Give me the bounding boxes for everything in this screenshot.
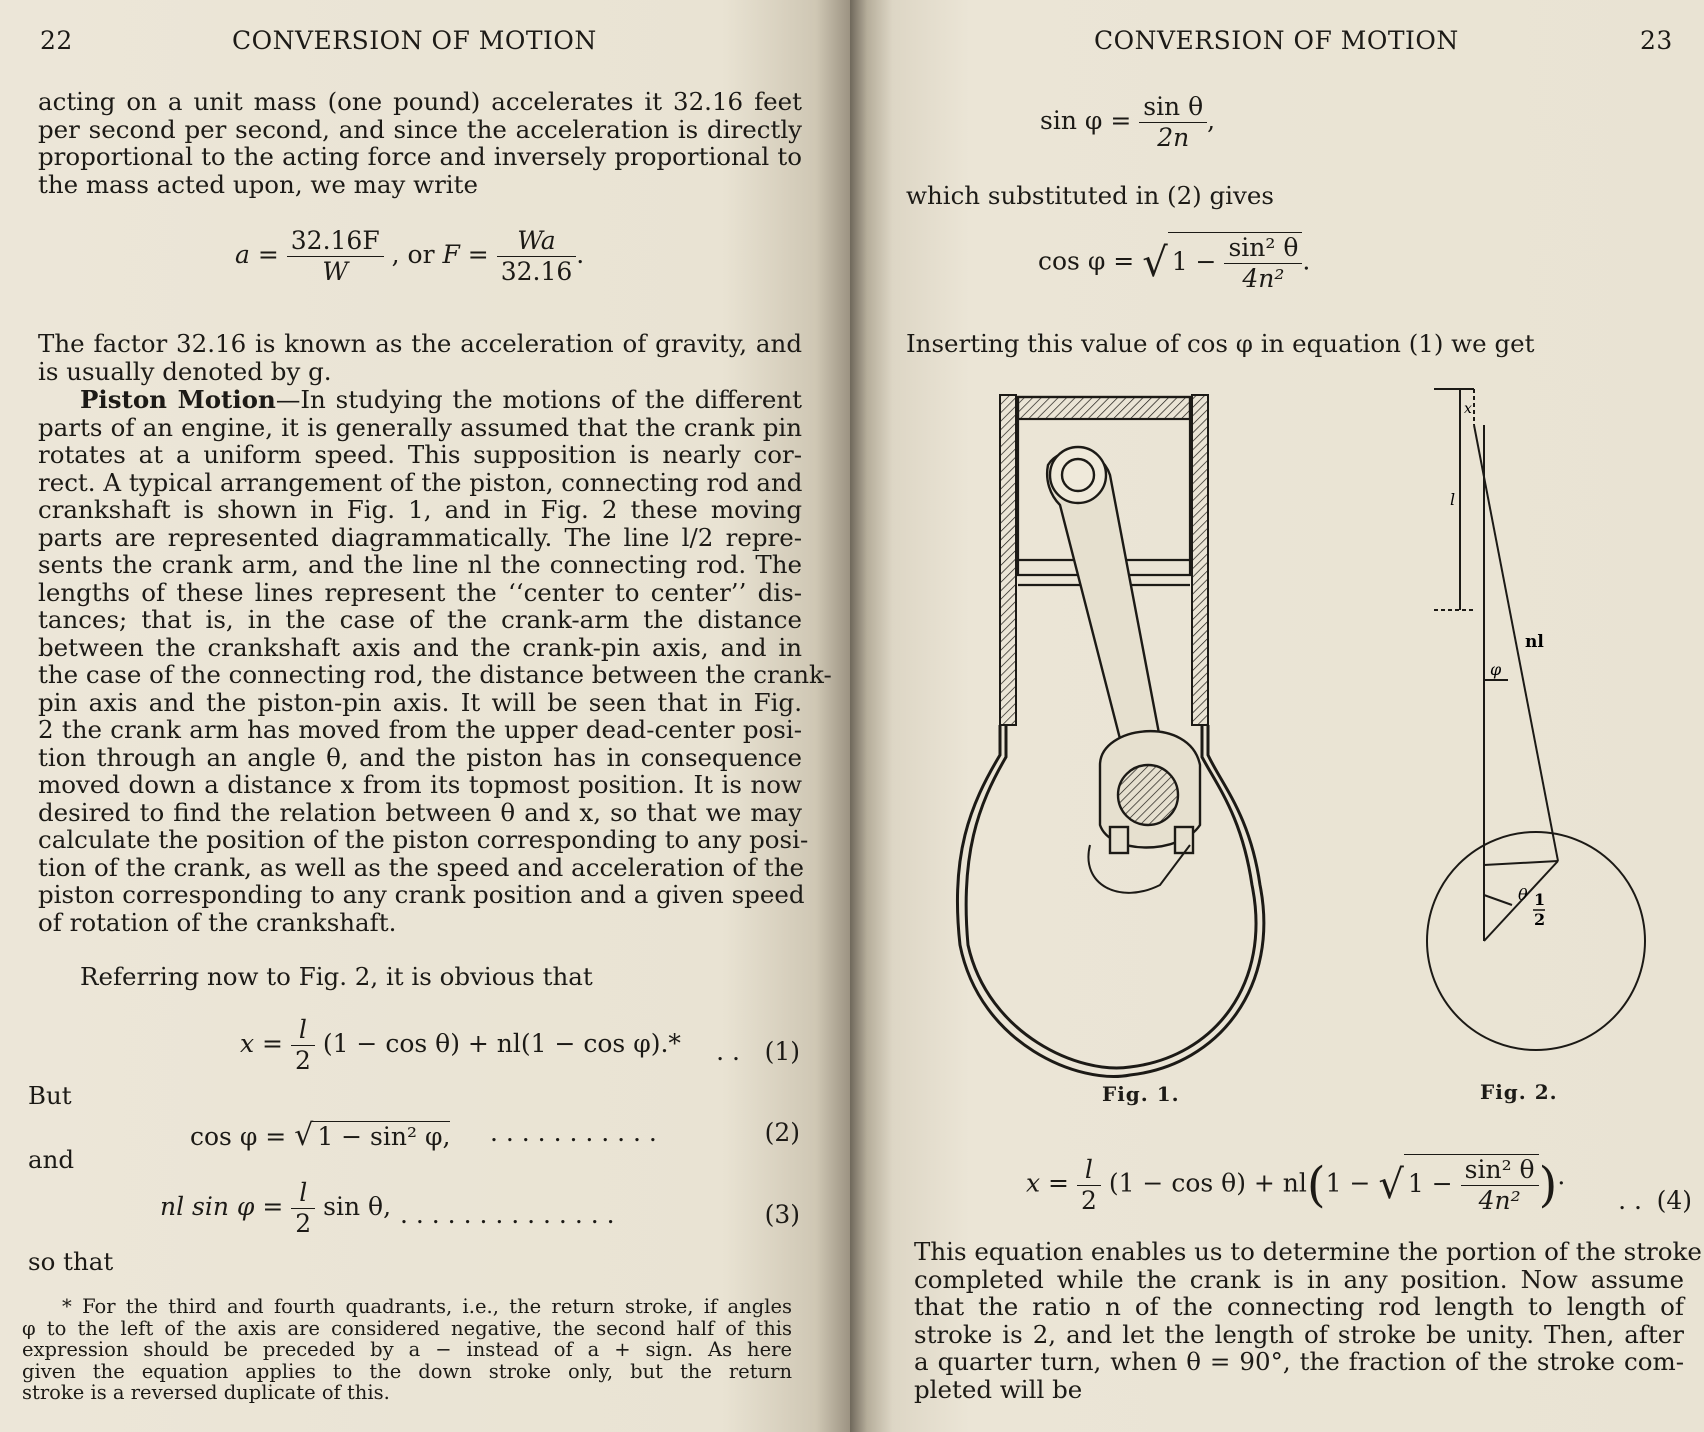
numerator: l [1077,1155,1101,1186]
text-line: desired to find the relation between θ and x, so that we may [38,797,802,827]
denominator: 2 [295,1209,312,1238]
text-line: rect. A typical arrangement of the piston, connecting rod and [38,467,803,497]
text-line: parts of an engine, it is generally assumed that the crank pin [38,412,802,442]
denominator: 32.16 [500,257,573,286]
connecting-rod-line [1474,425,1558,861]
denominator: 4n² [1242,264,1285,293]
page-number-right: 23 [1640,26,1673,55]
equation-acceleration [235,226,584,287]
radical-sign: √ [294,1118,314,1153]
text-line: acting on a unit mass (one pound) accelerates it 32.16 feet [38,87,802,116]
radicand-prefix: 1 − [1171,247,1217,276]
text-line: the case of the connecting rod, the distance between the crank- [38,660,832,689]
footnote-line: stroke is a reversed duplicate of this. [22,1381,390,1404]
equation-1 [240,1015,800,1076]
text-line: moved down a distance x from its topmost position. It is now [38,770,802,799]
radicand-prefix: 1 − [1407,1169,1453,1198]
label-l: l [1450,490,1456,509]
footnote-line: expression should be preceded by a − instead of a + sign. As here [22,1338,792,1361]
equation-2 [190,1118,800,1153]
text-line: stroke is 2, and let the length of stroke be unity. Then, after [914,1319,1684,1349]
equation-cos-phi [1038,232,1310,294]
text-line: that the ratio n of the connecting rod length to length of [914,1292,1684,1321]
text-line: The factor 32.16 is known as the acceleration of gravity, and [38,329,802,358]
numerator: Wa [497,226,577,257]
eq-lhs: nl sin φ = [160,1192,284,1221]
paragraph-referring [80,963,780,991]
word-but [28,1082,72,1110]
leader-dots: . . [1618,1186,1642,1215]
label-theta: θ [1518,885,1528,904]
eq-rhs: (1 − cos θ) + nl(1 − cos φ).* [322,1029,681,1058]
text-line: lengths of these lines represent the ‘‘center to center’’ dis- [38,577,802,607]
text-line: piston corresponding to any crank position and a given speed [38,880,805,909]
denominator: 2n [1157,123,1190,152]
crank-circle [1427,832,1645,1050]
text-line: is usually denoted by g. [38,356,332,386]
equation-number: (3) [764,1200,800,1229]
radical-sign: √ [1142,240,1168,286]
equation-number: (1) [764,1037,800,1066]
text-line: tances; that is, in the case of the crank-arm the distance [38,605,802,634]
eq-rhs: sin θ, [323,1192,392,1221]
left-paren: ( [1306,1157,1326,1213]
fraction [291,1015,315,1076]
text-inserting [906,330,1626,358]
denominator: 4n² [1478,1186,1521,1215]
radical-sign: √ [1378,1162,1404,1208]
word-and [28,1146,74,1174]
leader-dots: . . . . . . . . . . . [490,1118,657,1147]
eq-lhs: cos φ = [190,1122,287,1151]
text-substituted [906,182,1606,210]
running-head-left: CONVERSION OF MOTION [232,26,597,55]
fraction [1139,92,1207,153]
text-line: tion through an angle θ, and the piston has in consequence [38,742,802,772]
text-line: 2 the crank arm has moved from the upper dead-center posi- [38,715,802,744]
paragraph-acceleration [38,88,802,198]
running-head-right: CONVERSION OF MOTION [1094,26,1459,55]
text-line: which substituted in (2) gives [906,181,1274,210]
figure-2-caption: Fig. 2. [1480,1080,1558,1104]
right-paren: ) [1538,1157,1558,1213]
numerator: l [291,1178,315,1209]
text-line: crankshaft is shown in Fig. 1, and in Fig. 2 these moving [38,495,802,524]
eq-or: , or [391,240,435,269]
text-line: sents the crank arm, and the line nl the connecting rod. The [38,550,802,579]
footnote-line: given the equation applies to the down stroke only, but the return [22,1359,792,1383]
chord-line [1484,861,1558,865]
equation-3 [160,1178,800,1239]
equation-sin-phi [1040,92,1215,153]
paragraph-piston-motion [38,385,832,937]
text-line: pin axis and the piston-pin axis. It will be seen that in Fig. [38,687,802,717]
eq-end: , [1207,106,1216,135]
radicand [1404,1154,1539,1216]
eq-lhs: x = [240,1029,283,1058]
text-line: rotates at a uniform speed. This supposition is nearly cor- [38,440,802,469]
text-line: the mass acted upon, we may write [38,169,478,199]
text-line [38,386,802,414]
eq-lhs: a = [235,240,279,269]
fraction [497,226,577,287]
radicand: 1 − sin² φ, [313,1121,450,1151]
eq-lhs: x = [1026,1168,1069,1198]
left-page [0,0,850,1432]
label-half-den: 2 [1534,910,1546,929]
footnote [22,1296,792,1404]
label-phi: φ [1490,660,1502,679]
section-heading: Piston Motion [80,385,276,414]
radicand [1168,232,1303,294]
numerator: l [291,1015,315,1046]
page-number-left: 22 [40,26,73,55]
paragraph-gravity [38,330,802,385]
fraction [291,1178,315,1239]
connecting-rod [1047,447,1200,853]
label-nl: nl [1525,632,1544,652]
text-line: calculate the position of the piston corresponding to any posi- [38,825,809,854]
text-line: pleted will be [914,1374,1083,1404]
figure-2-diagram [1430,385,1670,1075]
fraction [1077,1155,1101,1216]
eq-lhs: sin φ = [1040,106,1132,135]
denominator: 2 [1080,1185,1097,1215]
leader-dots: . . [716,1037,740,1066]
text-line: a quarter turn, when θ = 90°, the fraction of the stroke com- [914,1347,1684,1376]
fraction [287,226,384,287]
paragraph-stroke [914,1237,1702,1404]
footnote-line: φ to the left of the axis are considered negative, the second half of this [22,1316,792,1340]
text-line: and [28,1145,75,1174]
text-line: This equation enables us to determine the portion of the stroke [914,1237,1702,1266]
equation-4 [1026,1154,1692,1216]
fraction [1224,233,1302,294]
right-page [850,0,1704,1432]
text-line: of rotation of the crankshaft. [38,907,397,937]
text-line: tion of the crank, as well as the speed and acceleration of the [38,852,805,882]
word-so-that [28,1248,113,1276]
text-line: Inserting this value of cos φ in equation (1) we get [906,329,1535,358]
text-line: between the crankshaft axis and the crank-pin axis, and in [38,632,802,662]
text-line: Referring now to Fig. 2, it is obvious that [80,962,593,991]
eq-end: . [576,240,585,269]
eq-end: . [1302,246,1311,276]
numerator: sin θ [1139,92,1207,123]
eq-middle: (1 − cos θ) + nl [1108,1168,1307,1198]
eq-lhs2: F = [442,240,489,269]
text-line: proportional to the acting force and inversely proportional to [38,142,802,171]
text-line: But [28,1081,72,1110]
denominator: W [322,257,349,286]
numerator: 32.16F [287,226,384,257]
footnote-line: * For the third and fourth quadrants, i.e., the return stroke, if angles [62,1295,792,1318]
eq-inner: 1 − [1325,1168,1371,1198]
label-half-num: 1 [1534,890,1546,909]
text-line: so that [28,1247,114,1276]
figure-1-engine-drawing [960,385,1270,1075]
equation-number: (2) [764,1118,800,1147]
numerator: sin² θ [1461,1155,1539,1186]
figure-1-caption: Fig. 1. [1102,1082,1180,1106]
numerator: sin² θ [1224,233,1302,264]
leader-dots: . . . . . . . . . . . . . . [400,1200,615,1229]
fraction [1461,1155,1539,1216]
text-line: completed while the crank is in any position. Now assume [914,1264,1684,1294]
denominator: 2 [294,1046,311,1075]
text-line: per second per second, and since the acceleration is directly [38,114,802,144]
eq-end: · [1557,1168,1566,1198]
text-fragment: —In studying the motions of the different [275,385,802,414]
text-line: parts are represented diagrammatically. The line l/2 repre- [38,522,802,552]
equation-number: (4) [1656,1186,1692,1215]
label-x: x [1464,401,1472,417]
theta-arrow [1484,895,1512,905]
eq-lhs: cos φ = [1038,246,1135,276]
